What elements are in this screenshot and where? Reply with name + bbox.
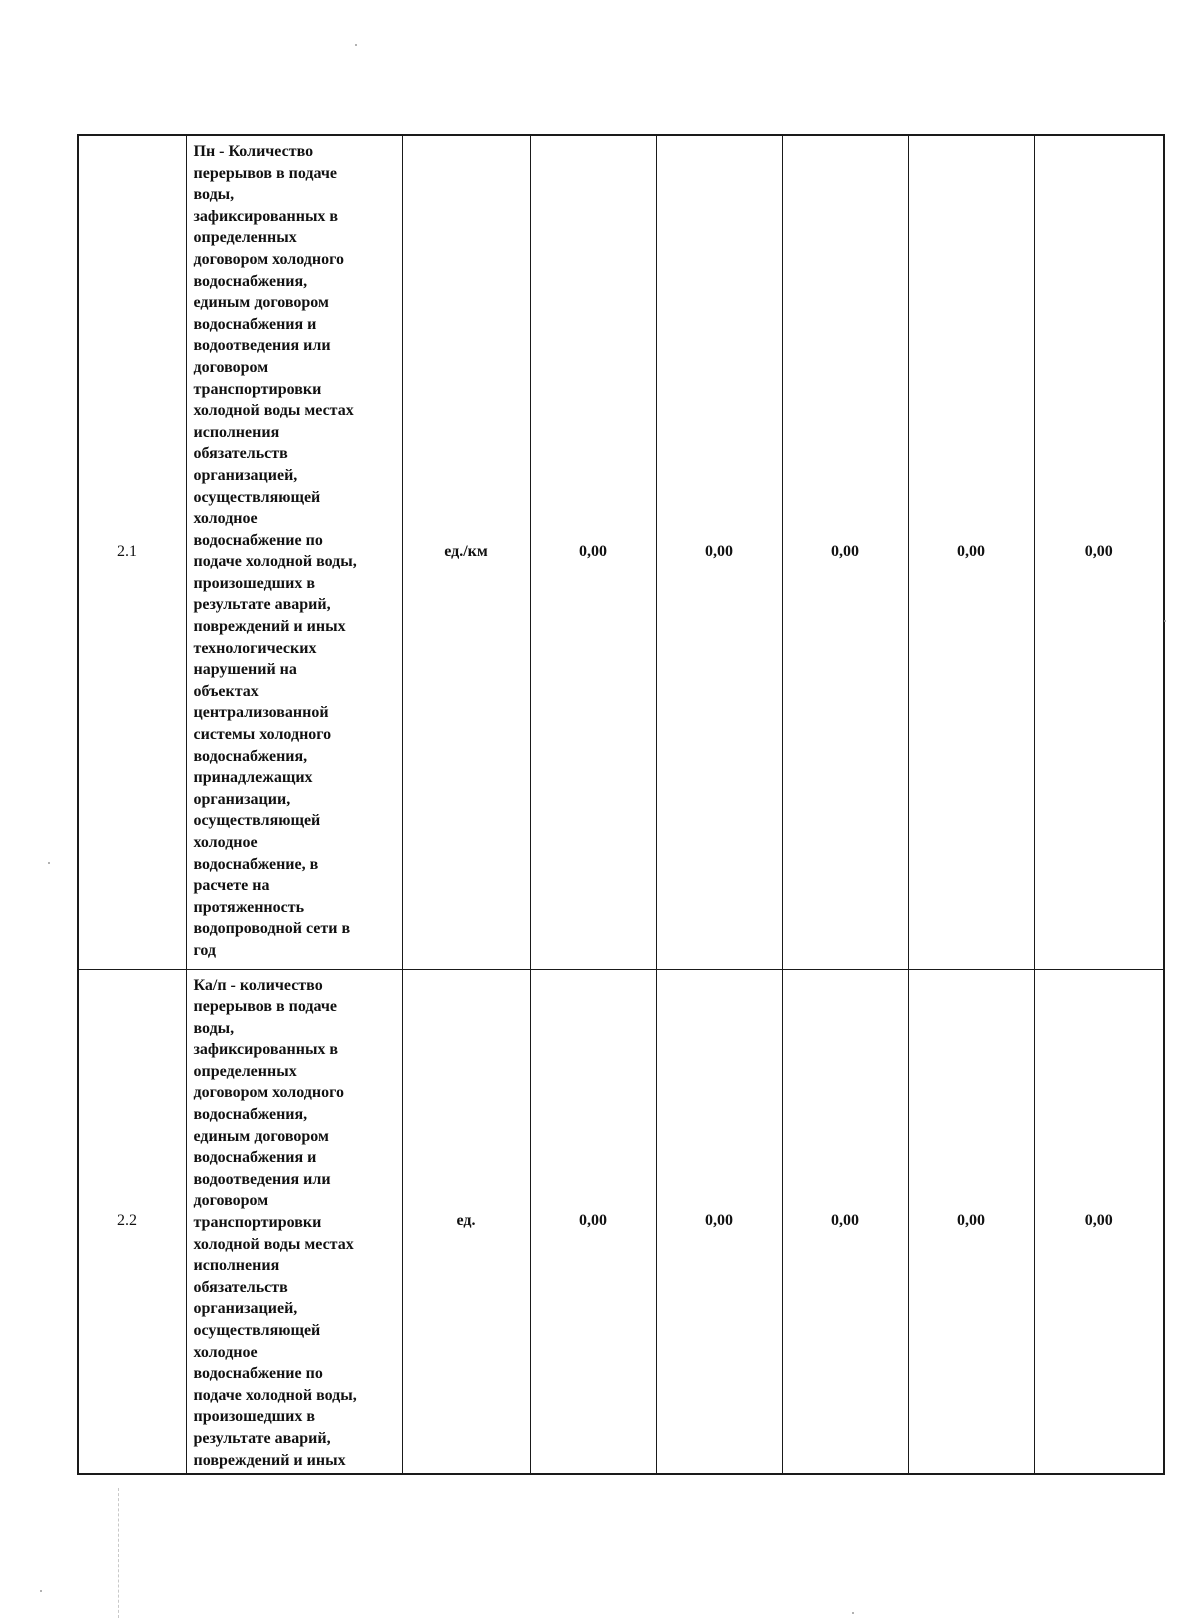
unit-cell: ед.: [402, 969, 530, 1474]
indicator-description-cell: Пн - Количество перерывов в подаче воды, зафиксированных в определенных договором холодного водоснабжения, единым договором водоснабжения и водоотведения или договором транспортировки холодной воды местах исполнения обязательств организацией, осуществляющей холодное водоснабжение по подаче холодной воды, произошедших в результате аварий, повреждений и иных технологических нарушений на объектах централизованной системы холодного водоснабжения, принадлежащих организации, осуществляющей холодное водоснабжение, в расчете на протяженность водопроводной сети в год: [186, 135, 402, 969]
value-cell: 0,00: [656, 969, 782, 1474]
value-cell: 0,00: [1034, 969, 1164, 1474]
value-cell: 0,00: [530, 135, 656, 969]
indicator-description-cell: Ка/п - количество перерывов в подаче воды, зафиксированных в определенных договором холодного водоснабжения, единым договором водоснабжения и водоотведения или договором транспортировки холодной воды местах исполнения обязательств организацией, осуществляющей холодное водоснабжение по подаче холодной воды, произошедших в результате аварий, повреждений и иных: [186, 969, 402, 1474]
unit-cell: ед./км: [402, 135, 530, 969]
indicators-table: [77, 134, 1165, 1475]
scan-speck: [40, 1590, 42, 1592]
row-number-cell: 2.2: [78, 969, 186, 1474]
scan-speck: [1164, 620, 1166, 622]
table-row: [78, 135, 1164, 969]
value-cell: 0,00: [908, 969, 1034, 1474]
scan-artifact-line: [118, 1488, 119, 1618]
scan-speck: [48, 862, 50, 864]
scan-speck: [355, 44, 357, 46]
table-row: [78, 969, 1164, 1474]
value-cell: 0,00: [908, 135, 1034, 969]
value-cell: 0,00: [530, 969, 656, 1474]
value-cell: 0,00: [1034, 135, 1164, 969]
value-cell: 0,00: [782, 135, 908, 969]
row-number-cell: 2.1: [78, 135, 186, 969]
scan-speck: [852, 1612, 854, 1614]
value-cell: 0,00: [782, 969, 908, 1474]
value-cell: 0,00: [656, 135, 782, 969]
